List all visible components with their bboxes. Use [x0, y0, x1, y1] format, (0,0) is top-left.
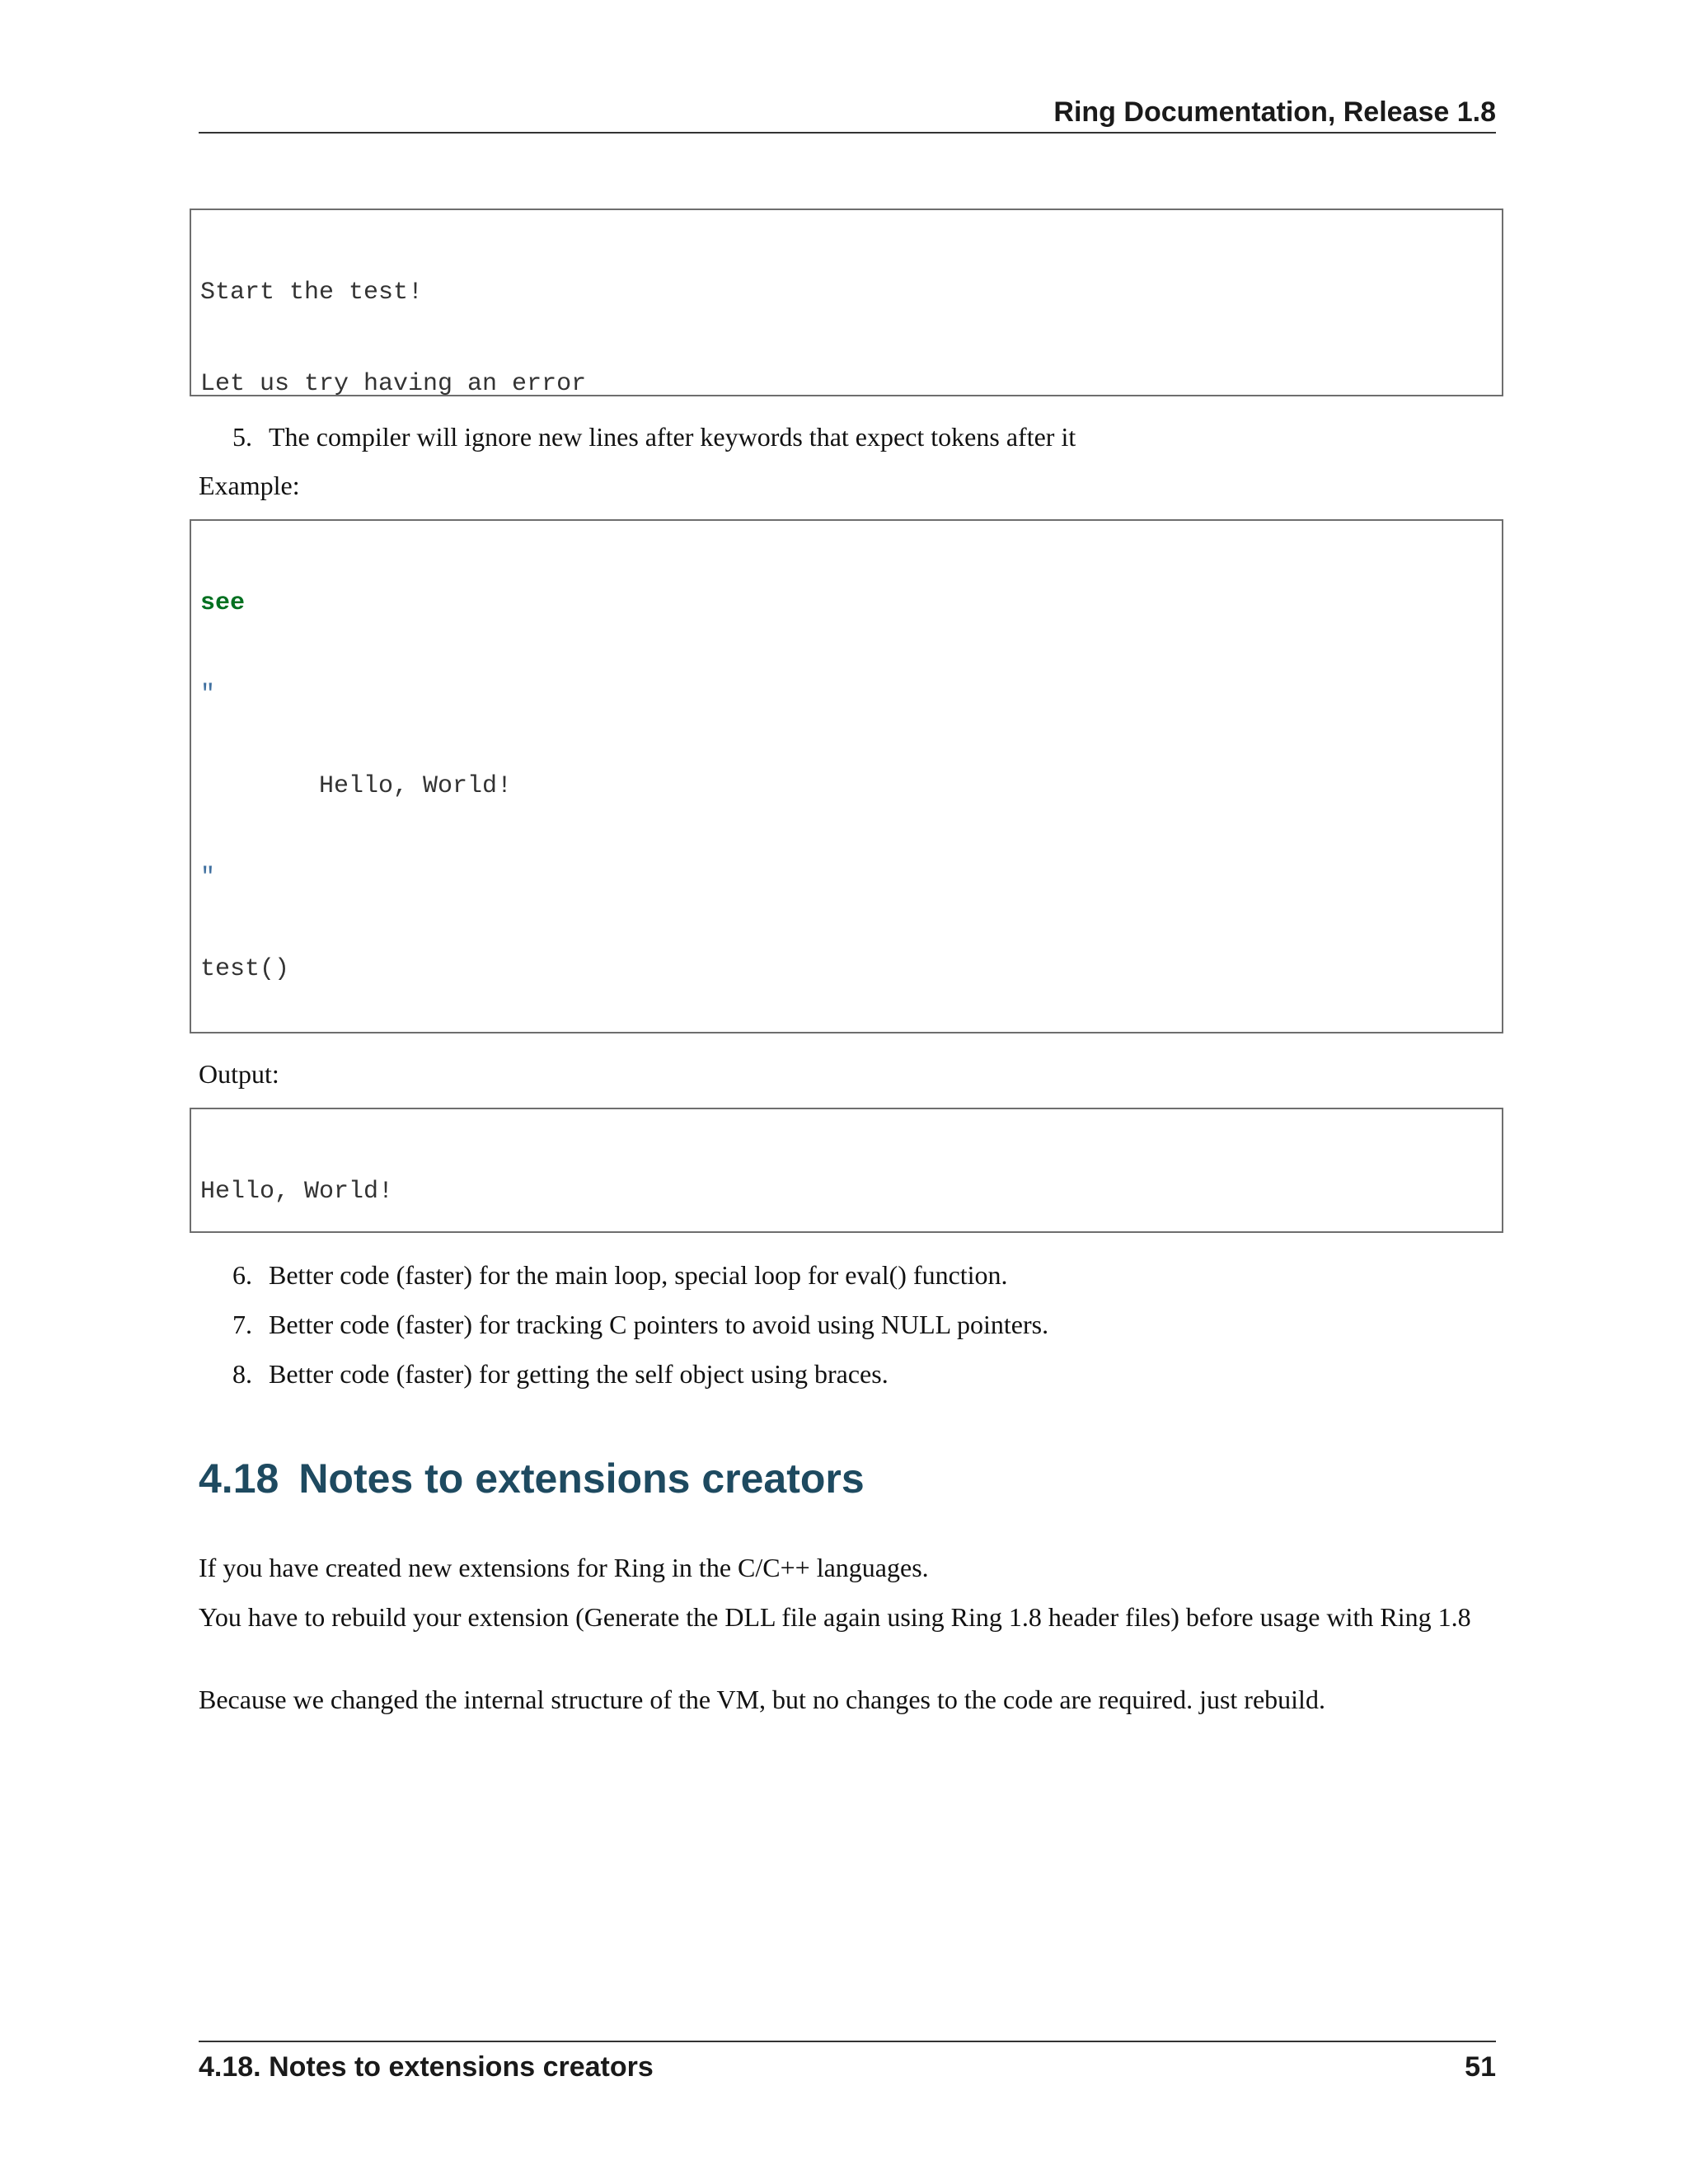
call-token: test()	[200, 955, 290, 983]
footer-section: 4.18. Notes to extensions creators	[199, 2051, 654, 2083]
paragraph: You have to rebuild your extension (Generate the DLL file again using Ring 1.8 header files) before usage with Ring 1.8	[199, 1602, 1471, 1632]
code-line: Start the test!	[200, 279, 424, 307]
example-label: Example:	[199, 471, 300, 500]
code-line: Hello, World!	[200, 1178, 394, 1206]
list-item	[232, 1258, 1485, 1291]
string-token: "	[200, 864, 216, 892]
list-text: Better code (faster) for getting the self object using braces.	[269, 1359, 889, 1389]
string-token: "	[200, 681, 216, 709]
list-number: 8.	[232, 1359, 252, 1389]
output-label: Output:	[199, 1059, 279, 1089]
list-text: Better code (faster) for the main loop, special loop for eval() function.	[269, 1260, 1008, 1290]
output-code-block-2	[190, 1108, 1503, 1233]
header-title: Ring Documentation, Release 1.8	[1053, 96, 1496, 128]
string-text: Hello, World!	[200, 772, 513, 800]
paragraph: Because we changed the internal structure of the VM, but no changes to the code are required. just rebuild.	[199, 1685, 1325, 1714]
running-header	[199, 92, 1496, 134]
section-title: Notes to extensions creators	[298, 1455, 865, 1502]
list-item	[232, 1308, 1485, 1341]
output-code-block	[190, 209, 1503, 396]
code-line: Let us try having an error	[200, 370, 587, 396]
keyword-token: see	[200, 589, 246, 617]
paragraph: If you have created new extensions for Ring in the C/C++ languages.	[199, 1553, 929, 1582]
section-heading	[199, 1452, 865, 1505]
list-item	[232, 1357, 1485, 1390]
list-number: 7.	[232, 1310, 252, 1339]
list-text: The compiler will ignore new lines after keywords that expect tokens after it	[269, 422, 1076, 452]
page-number: 51	[1465, 2051, 1496, 2083]
code-line	[200, 954, 1493, 985]
code-line	[200, 680, 1493, 710]
code-line	[200, 588, 1493, 619]
list-number: 6.	[232, 1260, 252, 1290]
list-text: Better code (faster) for tracking C pointers to avoid using NULL pointers.	[269, 1310, 1049, 1339]
list-item	[232, 420, 1485, 453]
running-footer	[199, 2041, 1496, 2085]
example-code-block	[190, 519, 1503, 1033]
list-number: 5.	[232, 422, 252, 452]
section-number: 4.18	[199, 1455, 279, 1502]
code-line	[200, 863, 1493, 893]
code-line	[200, 771, 1493, 802]
